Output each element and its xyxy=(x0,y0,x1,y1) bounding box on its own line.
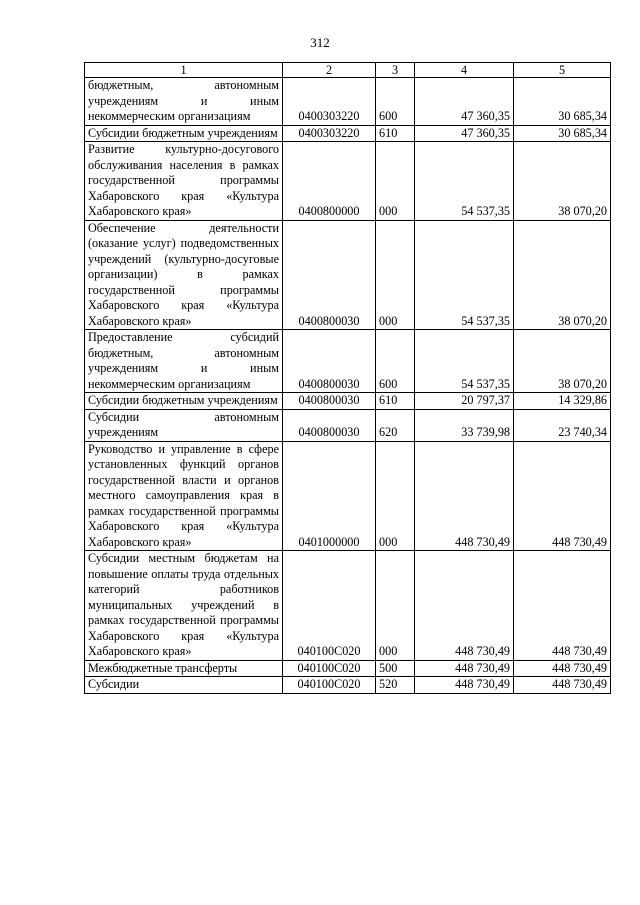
table-row xyxy=(85,220,611,330)
row-name: Субсидии бюджетным учреждениям xyxy=(85,125,283,142)
row-value-2: 30 685,34 xyxy=(514,125,611,142)
row-code: 040100С020 xyxy=(283,660,376,677)
header-cell-5: 5 xyxy=(514,63,611,78)
table-row xyxy=(85,125,611,142)
row-value-2: 448 730,49 xyxy=(514,441,611,551)
row-code: 0400303220 xyxy=(283,78,376,126)
row-value-1: 33 739,98 xyxy=(415,409,514,441)
row-kind: 600 xyxy=(376,330,415,393)
row-code: 0401000000 xyxy=(283,441,376,551)
header-cell-2: 2 xyxy=(283,63,376,78)
row-value-1: 448 730,49 xyxy=(415,441,514,551)
row-name: Межбюджетные трансферты xyxy=(85,660,283,677)
row-kind: 600 xyxy=(376,78,415,126)
row-kind: 500 xyxy=(376,660,415,677)
row-value-2: 38 070,20 xyxy=(514,330,611,393)
table-row xyxy=(85,441,611,551)
row-name: Руководство и управление в сфере установленных функций органов государственной власти и органов местного самоуправления края в рамках государственной программы Хабаровского края «Культура Хабаровского края» xyxy=(85,441,283,551)
row-kind: 000 xyxy=(376,551,415,661)
row-value-1: 448 730,49 xyxy=(415,660,514,677)
row-code: 040100С020 xyxy=(283,677,376,694)
header-row xyxy=(85,63,611,78)
row-kind: 000 xyxy=(376,220,415,330)
row-name: Субсидии бюджетным учреждениям xyxy=(85,393,283,410)
row-value-1: 448 730,49 xyxy=(415,551,514,661)
row-kind: 000 xyxy=(376,441,415,551)
row-value-1: 47 360,35 xyxy=(415,78,514,126)
row-name: Обеспечение деятельности (оказание услуг) подведомственных учреждений (культурно-досуговые организации) в рамках государственной программы Хабаровского края «Культура Хабаровского края» xyxy=(85,220,283,330)
row-code: 0400800030 xyxy=(283,393,376,410)
row-value-1: 54 537,35 xyxy=(415,220,514,330)
row-value-2: 448 730,49 xyxy=(514,660,611,677)
row-name: Субсидии автономным учреждениям xyxy=(85,409,283,441)
row-code: 0400303220 xyxy=(283,125,376,142)
row-value-2: 38 070,20 xyxy=(514,142,611,221)
table-row xyxy=(85,78,611,126)
row-code: 0400800000 xyxy=(283,142,376,221)
row-code: 0400800030 xyxy=(283,409,376,441)
row-value-2: 448 730,49 xyxy=(514,551,611,661)
row-code: 040100С020 xyxy=(283,551,376,661)
row-value-1: 47 360,35 xyxy=(415,125,514,142)
row-kind: 000 xyxy=(376,142,415,221)
table-row xyxy=(85,660,611,677)
table-row xyxy=(85,551,611,661)
table-row xyxy=(85,142,611,221)
page-number: 312 xyxy=(310,35,330,50)
row-kind: 520 xyxy=(376,677,415,694)
row-value-2: 23 740,34 xyxy=(514,409,611,441)
row-value-1: 20 797,37 xyxy=(415,393,514,410)
row-value-2: 30 685,34 xyxy=(514,78,611,126)
row-code: 0400800030 xyxy=(283,330,376,393)
row-kind: 610 xyxy=(376,125,415,142)
row-code: 0400800030 xyxy=(283,220,376,330)
header-cell-4: 4 xyxy=(415,63,514,78)
row-name: Развитие культурно-досугового обслуживания населения в рамках государственной программы Хабаровского края «Культура Хабаровского края» xyxy=(85,142,283,221)
row-name: бюджетным, автономным учреждениям и иным некоммерческим организациям xyxy=(85,78,283,126)
row-kind: 620 xyxy=(376,409,415,441)
table-row xyxy=(85,393,611,410)
budget-table xyxy=(84,62,611,694)
row-kind: 610 xyxy=(376,393,415,410)
row-name: Предоставление субсидий бюджетным, автономным учреждениям и иным некоммерческим организациям xyxy=(85,330,283,393)
table-row xyxy=(85,677,611,694)
row-value-1: 448 730,49 xyxy=(415,677,514,694)
row-value-2: 38 070,20 xyxy=(514,220,611,330)
header-cell-1: 1 xyxy=(85,63,283,78)
header-cell-3: 3 xyxy=(376,63,415,78)
table-row xyxy=(85,330,611,393)
row-name: Субсидии местным бюджетам на повышение оплаты труда отдельных категорий работников муниципальных учреждений в рамках государственной программы Хабаровского края «Культура Хабаровского края» xyxy=(85,551,283,661)
row-name: Субсидии xyxy=(85,677,283,694)
row-value-2: 448 730,49 xyxy=(514,677,611,694)
table-row xyxy=(85,409,611,441)
row-value-1: 54 537,35 xyxy=(415,330,514,393)
row-value-1: 54 537,35 xyxy=(415,142,514,221)
row-value-2: 14 329,86 xyxy=(514,393,611,410)
